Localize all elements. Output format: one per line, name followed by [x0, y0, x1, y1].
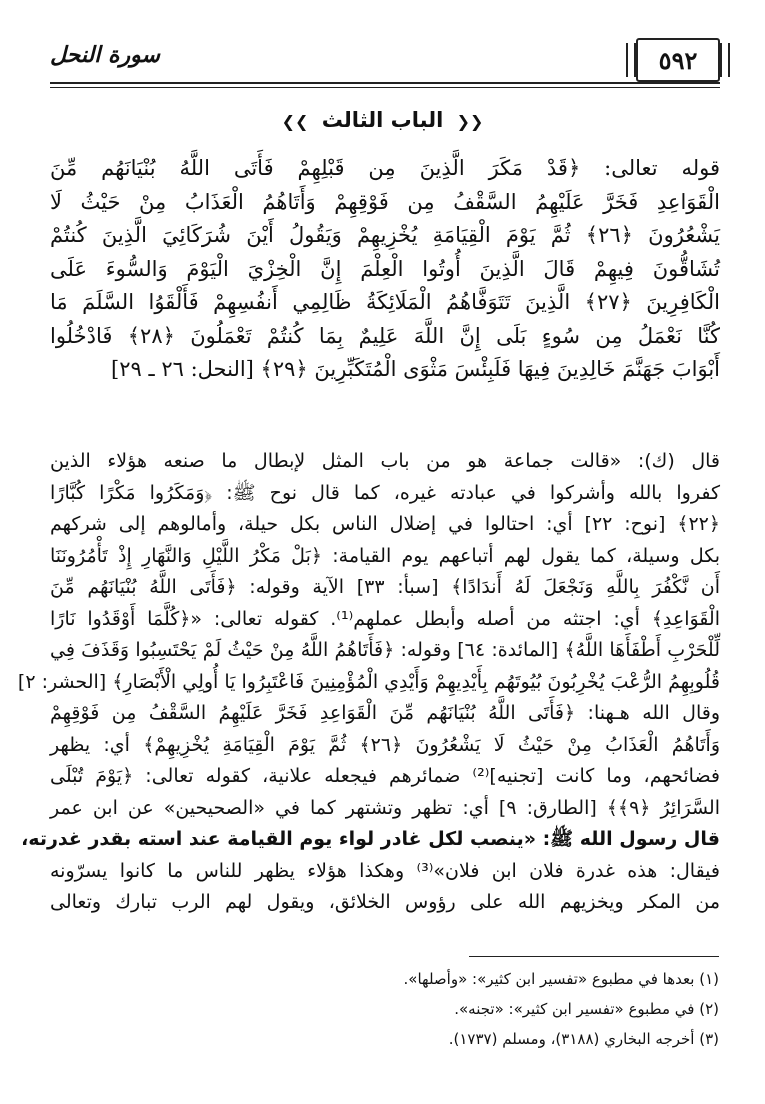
body-line: فيقال: هذه غدرة فلان ابن فلان»⁽³⁾ وهكذا هؤلاء يظهر للناس ما كانوا يسرّونه [50, 859, 720, 882]
surah-name: سورة النحل [50, 42, 160, 68]
body-line: السَّرَائِرُ ﴿٩﴾﴾ [الطارق: ٩] أي: تظهر وتشتهر كما في «الصحيحين» عن ابن عمر [50, 796, 720, 819]
footnote-separator [469, 956, 719, 957]
chapter-heading [0, 108, 765, 132]
body-line: كفروا بالله وأشركوا في عبادته غيره، كما قال نوح ﷺ: ﴿وَمَكَرُوا مَكْرًا كُبَّارًا [50, 481, 720, 504]
verse-line: تُشَاقُّونَ فِيهِمْ قَالَ الَّذِينَ أُوتُوا الْعِلْمَ إِنَّ الْخِزْيَ الْيَوْمَ وَالسُّوءَ عَلَى [50, 256, 720, 281]
header-rule-thin [50, 87, 720, 88]
verses-block [50, 152, 720, 387]
body-line: وقال الله هـهنا: ﴿فَأَتَى اللَّهُ بُنْيَانَهُم مِّنَ الْقَوَاعِدِ فَخَرَّ عَلَيْهِمُ السَّقْفُ مِن فَوْقِهِمْ [50, 702, 720, 724]
footnote-2: (٢) في مطبوع «تفسير ابن كثير»: «تجنه». [454, 1000, 719, 1018]
page-header [50, 38, 720, 88]
verse-line: أَبْوَابَ جَهَنَّمَ خَالِدِينَ فِيهَا فَلَبِئْسَ مَثْوَى الْمُتَكَبِّرِينَ ﴿٢٩﴾ [النحل: ٢٦ ـ ٢٩] [111, 357, 720, 381]
verse-line: كُنَّا نَعْمَلُ مِن سُوءٍ بَلَى إِنَّ اللَّهَ عَلِيمٌ بِمَا كُنتُمْ تَعْمَلُونَ ﴿٢٨﴾ فَادْخُلُوا [50, 323, 720, 348]
body-line: قُلُوبِهِمُ الرُّعْبَ يُخْرِبُونَ بُيُوتَهُم بِأَيْدِيهِمْ وَأَيْدِي الْمُؤْمِنِينَ فَاعْتَبِرُوا يَا أُولِي الْأَبْصَارِ﴾ [الحشر: ٢] [17, 670, 720, 693]
verse-line: يَشْعُرُونَ ﴿٢٦﴾ ثُمَّ يَوْمَ الْقِيَامَةِ يُخْزِيهِمْ وَيَقُولُ أَيْنَ شُرَكَائِيَ الَّذِينَ كُنتُمْ [50, 223, 721, 247]
page-number: ٥٩٢ [636, 38, 720, 82]
body-line: أَن نَّكْفُرَ بِاللَّهِ وَنَجْعَلَ لَهُ أَندَادًا﴾ [سبأ: ٣٣] الآية وقوله: ﴿فَأَتَى اللَّهُ بُنْيَانَهُم مِّنَ [50, 576, 720, 598]
ornament-right-icon: ❮❮ [456, 112, 484, 131]
commentary-block [17, 446, 720, 919]
footnote-3: (٣) أخرجه البخاري (٣١٨٨)، ومسلم (١٧٣٧). [448, 1030, 719, 1048]
body-line: ﴿٢٢﴾ [نوح: ٢٢] أي: احتالوا في إضلال الناس بكل حيلة، وأمالوهم إلى شركهم [50, 513, 720, 535]
ornament-left-icon: ❯❯ [281, 112, 309, 131]
body-line: لِّلْحَرْبِ أَطْفَأَهَا اللَّهُ﴾ [المائدة: ٦٤] وقوله: ﴿فَأَتَاهُمُ اللَّهُ مِنْ حَيْثُ لَمْ يَحْتَسِبُوا وَقَذَفَ فِي [50, 639, 720, 661]
footnote-1: (١) بعدها في مطبوع «تفسير ابن كثير»: «وأصلها». [403, 970, 719, 988]
body-line: الْقَوَاعِدِ﴾ أي: اجتثه من أصله وأبطل عملهم⁽¹⁾. كقوله تعالى: «﴿كُلَّمَا أَوْقَدُوا نَارًا [50, 607, 720, 630]
chapter-title: الباب الثالث [321, 108, 444, 132]
body-line: بكل وسيلة، كما يقول لهم أتباعهم يوم القيامة: ﴿بَلْ مَكْرُ اللَّيْلِ وَالنَّهَارِ إِذْ تَأْمُرُونَنَا [50, 544, 720, 567]
body-line: وَأَتَاهُمُ الْعَذَابُ مِنْ حَيْثُ لَا يَشْعُرُونَ ﴿٢٦﴾ ثُمَّ يَوْمَ الْقِيَامَةِ يُخْزِيهِمْ﴾ أي: يظهر [50, 733, 720, 756]
verse-line: قوله تعالى: ﴿قَدْ مَكَرَ الَّذِينَ مِن قَبْلِهِمْ فَأَتَى اللَّهُ بُنْيَانَهُم مِّنَ [50, 156, 720, 180]
hadith-line: قال رسول الله ﷺ: «ينصب لكل غادر لواء يوم القيامة عند استه بقدر غدرته، [21, 828, 720, 850]
body-line: قال (ك): «قالت جماعة هو من باب المثل لإبطال ما صنعه هؤلاء الذين [50, 450, 720, 472]
footnotes [49, 964, 719, 1054]
body-line: من المكر ويخزيهم الله على رؤوس الخلائق، ويقول لهم الرب تبارك وتعالى [50, 891, 720, 913]
header-rule [50, 82, 720, 84]
body-line: فضائحهم، وما كانت [تجنيه]⁽²⁾ ضمائرهم فيجعله علانية، كقوله تعالى: ﴿يَوْمَ تُبْلَى [50, 765, 720, 787]
verse-line: الْقَوَاعِدِ فَخَرَّ عَلَيْهِمُ السَّقْفُ مِن فَوْقِهِمْ وَأَتَاهُمُ الْعَذَابُ مِنْ حَيْثُ لَا [50, 189, 720, 214]
verse-line: الْكَافِرِينَ ﴿٢٧﴾ الَّذِينَ تَتَوَفَّاهُمُ الْمَلَائِكَةُ ظَالِمِي أَنفُسِهِمْ فَأَلْقَوُا السَّلَمَ مَا [50, 290, 720, 314]
